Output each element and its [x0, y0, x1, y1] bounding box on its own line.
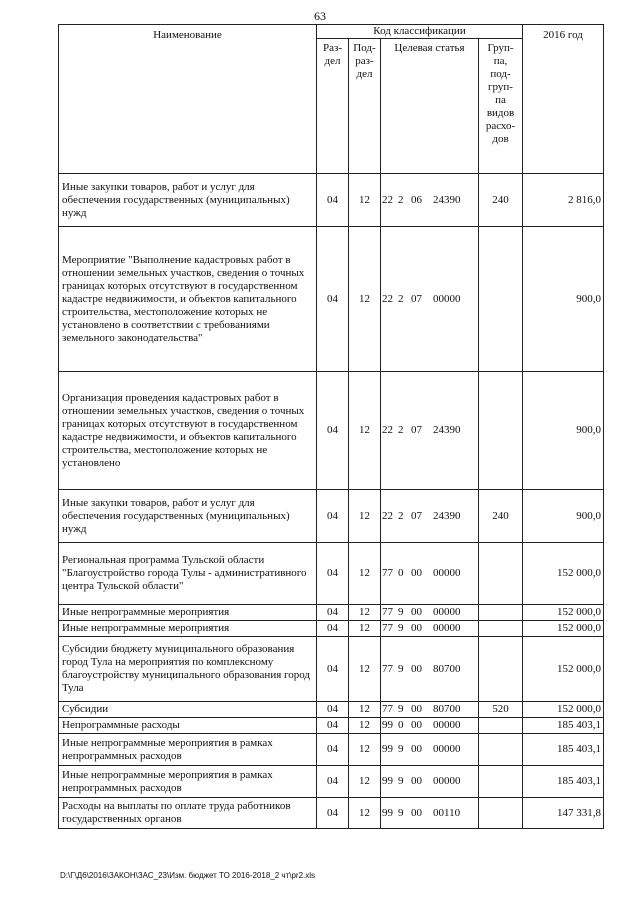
article-part: 9	[398, 622, 404, 634]
article-part: 00	[411, 567, 422, 579]
row-article	[381, 372, 479, 490]
row-amount: 185 403,1	[523, 766, 604, 798]
row-name: Мероприятие "Выполнение кадастровых работ в отношении земельных участков, сведения о точных границах которых отсутствуют в государственном кадастре недвижимости, и объектов капитального строительства, местоположение которых не установлено в соответствии с требованиями земельного законодательства"	[59, 227, 317, 372]
row-amount: 185 403,1	[523, 718, 604, 734]
article-part: 9	[398, 662, 404, 675]
row-amount: 152 000,0	[523, 702, 604, 718]
article-part: 22	[382, 193, 393, 206]
row-razdel: 04	[317, 621, 349, 637]
article-part: 00000	[433, 775, 461, 787]
row-group	[479, 605, 523, 621]
row-razdel: 04	[317, 637, 349, 702]
article-part: 77	[382, 606, 393, 618]
article-part: 00000	[433, 719, 461, 731]
article-part: 77	[382, 703, 393, 715]
row-article	[381, 702, 479, 718]
article-part: 07	[411, 424, 422, 436]
row-article	[381, 174, 479, 227]
row-podrazdel: 12	[349, 490, 381, 543]
article-part: 00000	[433, 606, 461, 618]
row-name: Организация проведения кадастровых работ в отношении земельных участков, сведения о точных границах которых отсутствуют в государственном кадастре недвижимости, и объектов капитального строительства, местоположение которых не установлено	[59, 372, 317, 490]
table-row	[59, 372, 604, 490]
header-year: 2016 год	[523, 25, 604, 174]
page-number: 63	[314, 9, 326, 23]
row-article	[381, 718, 479, 734]
row-podrazdel: 12	[349, 605, 381, 621]
row-group	[479, 766, 523, 798]
table-row	[59, 490, 604, 543]
row-razdel: 04	[317, 798, 349, 829]
table-body	[59, 174, 604, 829]
budget-table	[58, 24, 604, 829]
article-part: 80700	[433, 703, 461, 715]
row-podrazdel: 12	[349, 702, 381, 718]
row-group: 240	[479, 174, 523, 227]
article-part: 24390	[433, 424, 461, 436]
row-amount: 900,0	[523, 372, 604, 490]
row-podrazdel: 12	[349, 734, 381, 766]
row-name: Непрограммные расходы	[59, 718, 317, 734]
article-part: 07	[411, 509, 422, 522]
table-row	[59, 798, 604, 829]
article-part: 77	[382, 567, 393, 579]
row-razdel: 04	[317, 718, 349, 734]
article-part: 99	[382, 743, 393, 755]
table-row	[59, 227, 604, 372]
row-podrazdel: 12	[349, 227, 381, 372]
row-razdel: 04	[317, 227, 349, 372]
article-part: 00000	[433, 292, 461, 305]
article-part: 00	[411, 743, 422, 755]
row-razdel: 04	[317, 174, 349, 227]
header-article: Целевая статья	[381, 39, 479, 174]
row-name: Расходы на выплаты по оплате труда работников государственных органов	[59, 798, 317, 829]
row-group	[479, 543, 523, 605]
row-podrazdel: 12	[349, 174, 381, 227]
article-part: 00	[411, 719, 422, 731]
header-group: Груп- па, под- груп- па видов расхо- дов	[479, 39, 523, 174]
row-group	[479, 621, 523, 637]
footer-file-path: D:\Г\Д6\2016\ЗАКОН\ЗАС_23\Изм. бюджет ТО 2016-2018_2 чт\pr2.xls	[60, 871, 316, 880]
article-part: 77	[382, 662, 393, 675]
table-row	[59, 174, 604, 227]
article-part: 00	[411, 775, 422, 787]
article-part: 9	[398, 806, 404, 819]
row-amount: 2 816,0	[523, 174, 604, 227]
row-razdel: 04	[317, 605, 349, 621]
table-row	[59, 605, 604, 621]
row-group	[479, 718, 523, 734]
article-part: 2	[398, 292, 404, 305]
article-part: 99	[382, 719, 393, 731]
row-name: Иные непрограммные мероприятия	[59, 605, 317, 621]
row-razdel: 04	[317, 372, 349, 490]
article-part: 2	[398, 509, 404, 522]
table-row	[59, 734, 604, 766]
article-part: 0	[398, 719, 404, 731]
row-article	[381, 605, 479, 621]
article-part: 99	[382, 775, 393, 787]
article-part: 99	[382, 806, 393, 819]
article-part: 77	[382, 622, 393, 634]
row-name: Иные непрограммные мероприятия в рамках непрограммных расходов	[59, 766, 317, 798]
row-razdel: 04	[317, 734, 349, 766]
article-part: 9	[398, 775, 404, 787]
article-part: 22	[382, 509, 393, 522]
header-code: Код классификации	[317, 25, 523, 39]
row-group	[479, 372, 523, 490]
row-podrazdel: 12	[349, 637, 381, 702]
table-row	[59, 702, 604, 718]
row-article	[381, 543, 479, 605]
row-amount: 152 000,0	[523, 605, 604, 621]
article-part: 00	[411, 606, 422, 618]
row-amount: 147 331,8	[523, 798, 604, 829]
table-row	[59, 621, 604, 637]
article-part: 9	[398, 743, 404, 755]
row-razdel: 04	[317, 702, 349, 718]
row-podrazdel: 12	[349, 372, 381, 490]
row-name: Иные закупки товаров, работ и услуг для обеспечения государственных (муниципальных) нужд	[59, 174, 317, 227]
row-podrazdel: 12	[349, 798, 381, 829]
row-group	[479, 227, 523, 372]
article-part: 80700	[433, 662, 461, 675]
row-amount: 152 000,0	[523, 621, 604, 637]
article-part: 0	[398, 567, 404, 579]
header-podrazdel: Под- раз- дел	[349, 39, 381, 174]
row-article	[381, 734, 479, 766]
row-podrazdel: 12	[349, 621, 381, 637]
row-group	[479, 798, 523, 829]
article-part: 00000	[433, 567, 461, 579]
row-name: Субсидии бюджету муниципального образования город Тула на мероприятия по комплексному благоустройству муниципального образования город Тула	[59, 637, 317, 702]
table-row	[59, 637, 604, 702]
article-part: 2	[398, 193, 404, 206]
article-part: 00	[411, 622, 422, 634]
row-amount: 152 000,0	[523, 543, 604, 605]
table-row	[59, 718, 604, 734]
header-razdel: Раз- дел	[317, 39, 349, 174]
row-amount: 900,0	[523, 227, 604, 372]
row-name: Региональная программа Тульской области "Благоустройство города Тулы - административного центра Тульской области"	[59, 543, 317, 605]
row-razdel: 04	[317, 543, 349, 605]
row-article	[381, 766, 479, 798]
row-article	[381, 490, 479, 543]
article-part: 00	[411, 806, 422, 819]
article-part: 00	[411, 662, 422, 675]
row-name: Иные непрограммные мероприятия	[59, 621, 317, 637]
table-row	[59, 766, 604, 798]
row-amount: 185 403,1	[523, 734, 604, 766]
article-part: 00000	[433, 622, 461, 634]
row-amount: 152 000,0	[523, 637, 604, 702]
row-podrazdel: 12	[349, 718, 381, 734]
article-part: 00000	[433, 743, 461, 755]
row-name: Иные закупки товаров, работ и услуг для обеспечения государственных (муниципальных) нужд	[59, 490, 317, 543]
row-article	[381, 227, 479, 372]
table-header	[59, 25, 604, 174]
article-part: 24390	[433, 509, 461, 522]
header-name: Наименование	[59, 25, 317, 174]
row-group	[479, 637, 523, 702]
article-part: 22	[382, 292, 393, 305]
article-part: 07	[411, 292, 422, 305]
table-row	[59, 543, 604, 605]
row-name: Субсидии	[59, 702, 317, 718]
row-name: Иные непрограммные мероприятия в рамках непрограммных расходов	[59, 734, 317, 766]
row-article	[381, 621, 479, 637]
row-amount: 900,0	[523, 490, 604, 543]
row-article	[381, 798, 479, 829]
article-part: 2	[398, 424, 404, 436]
row-group: 240	[479, 490, 523, 543]
row-razdel: 04	[317, 766, 349, 798]
article-part: 00	[411, 703, 422, 715]
row-razdel: 04	[317, 490, 349, 543]
article-part: 06	[411, 193, 422, 206]
article-part: 24390	[433, 193, 461, 206]
article-part: 00110	[433, 806, 461, 819]
row-group	[479, 734, 523, 766]
row-group: 520	[479, 702, 523, 718]
article-part: 22	[382, 424, 393, 436]
row-article	[381, 637, 479, 702]
row-podrazdel: 12	[349, 543, 381, 605]
row-podrazdel: 12	[349, 766, 381, 798]
article-part: 9	[398, 606, 404, 618]
article-part: 9	[398, 703, 404, 715]
